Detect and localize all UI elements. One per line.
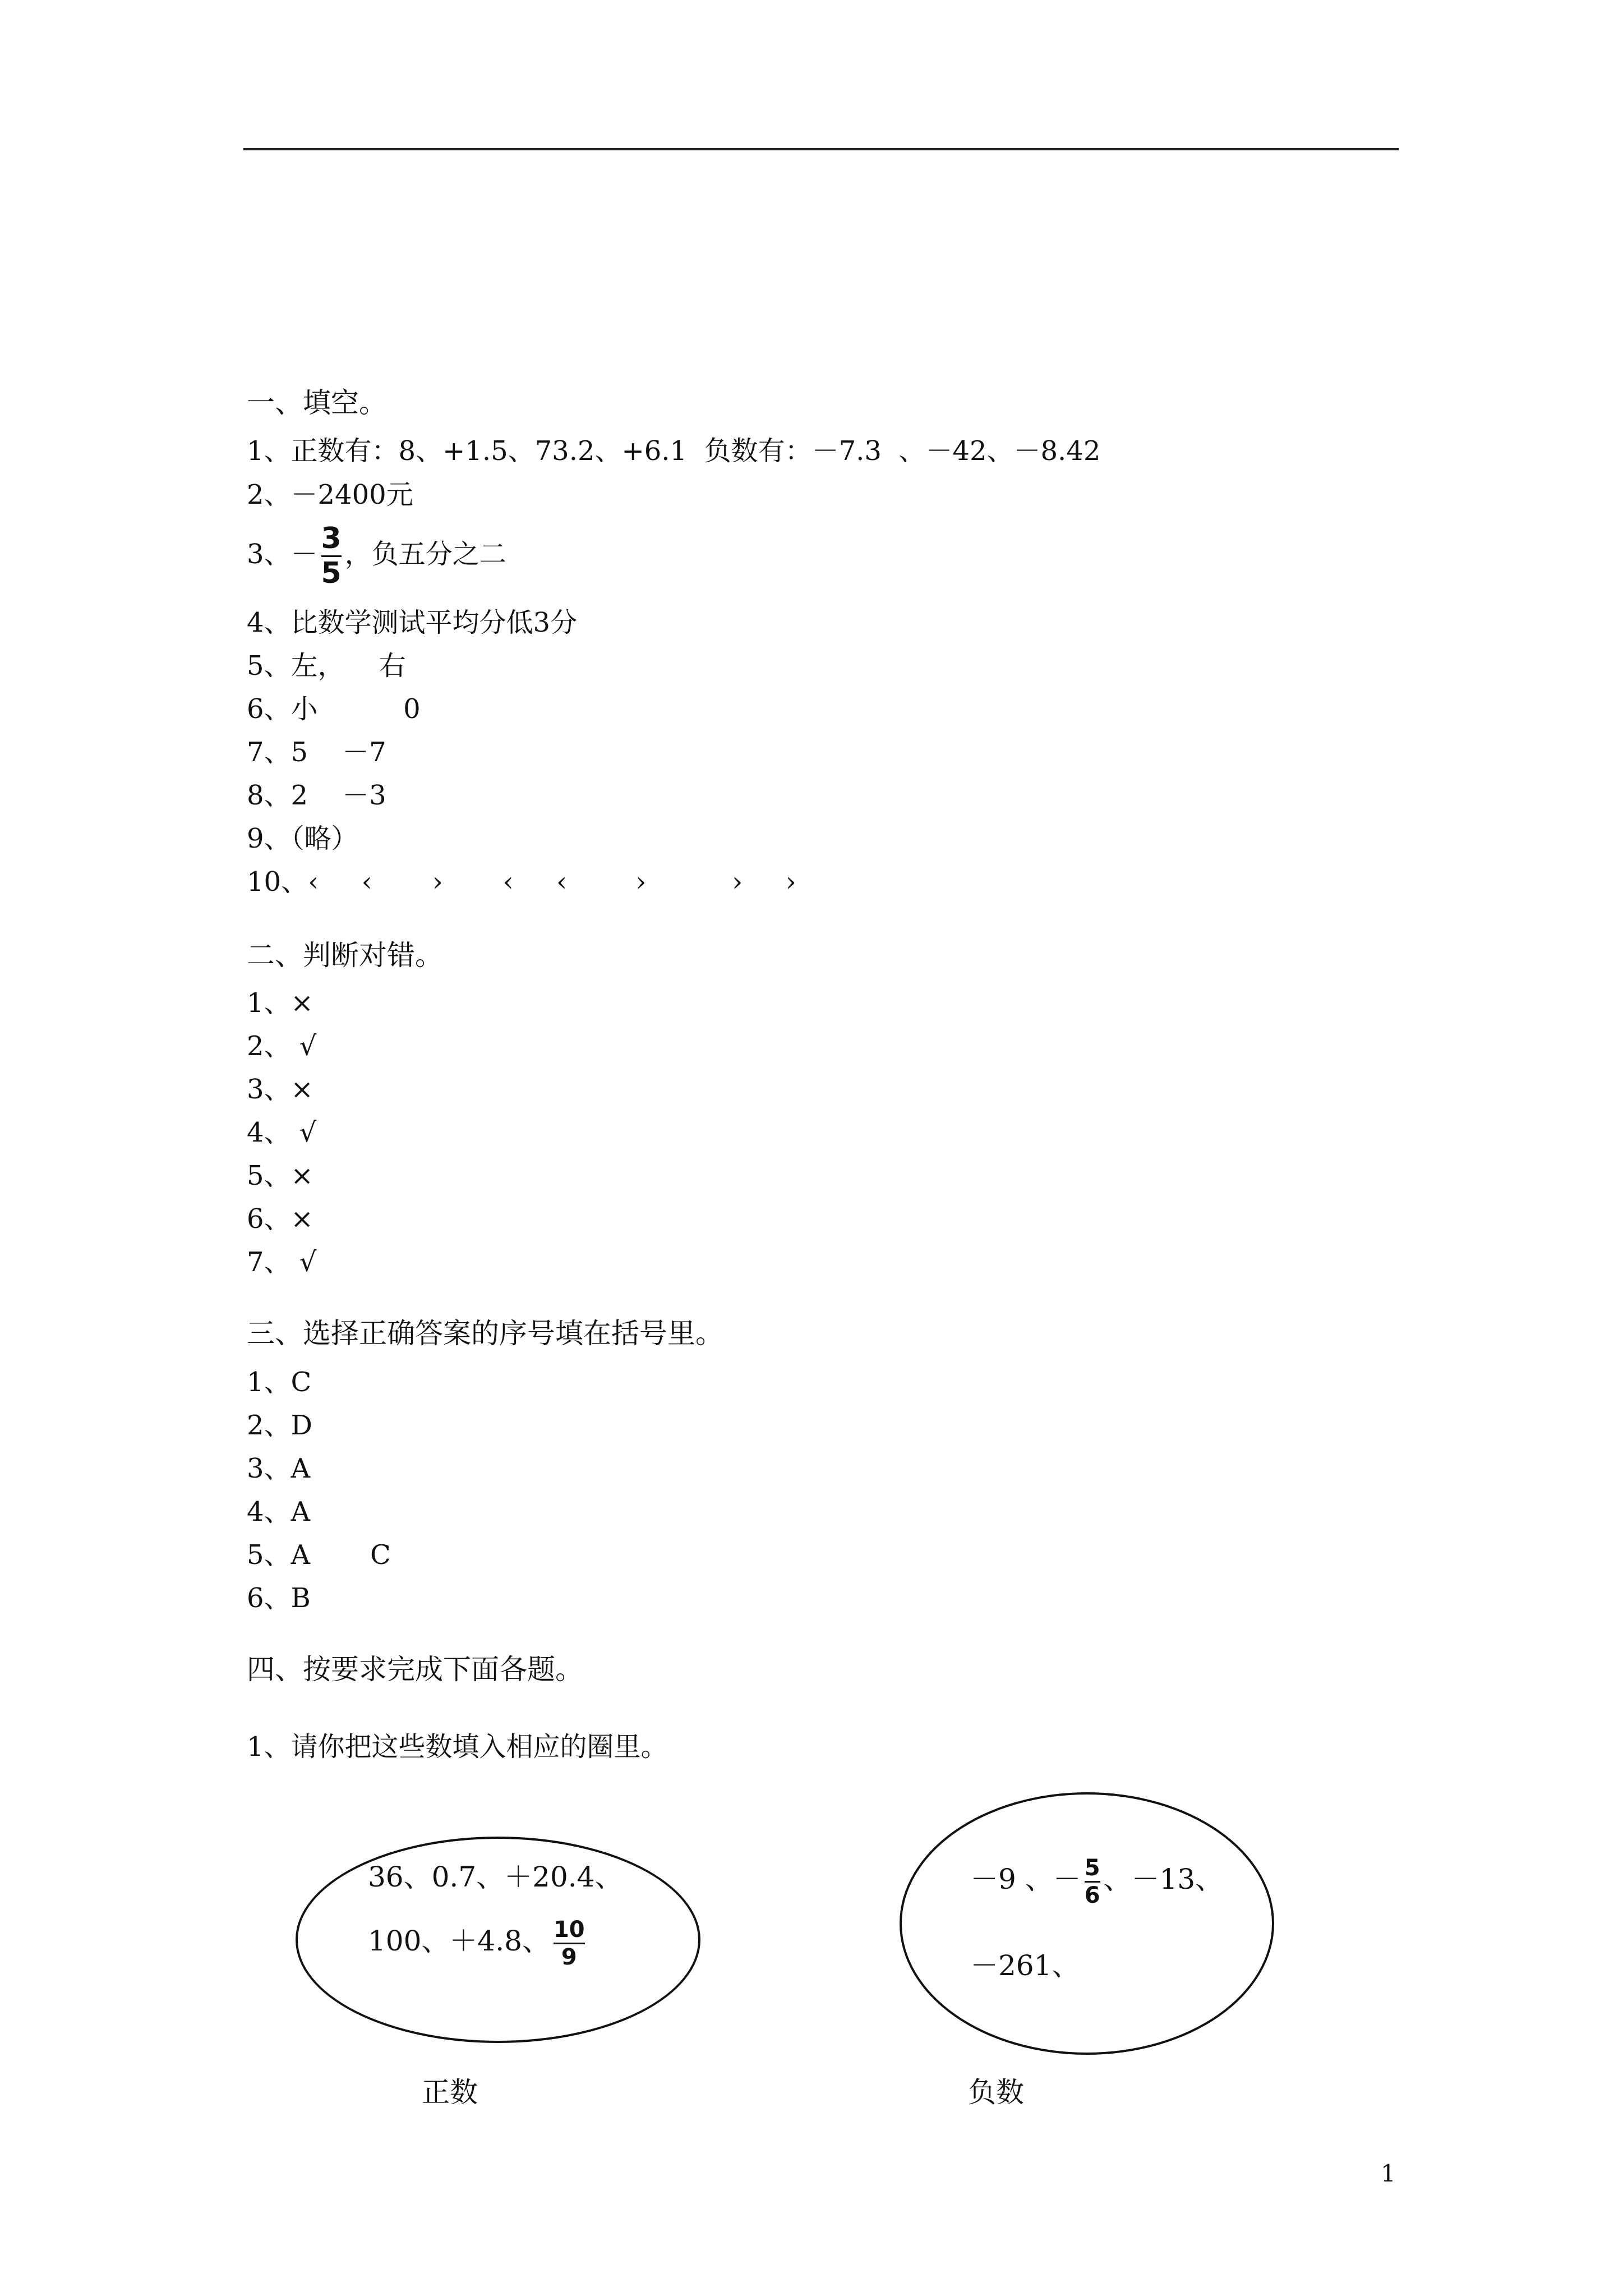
answer-1-3-prefix: 3、－ — [247, 539, 318, 570]
answer-1-4: 4、比数学测试平均分低3分 — [247, 607, 578, 638]
answer-2-5: 5、× — [247, 1160, 313, 1191]
fraction-numerator: 3 — [321, 522, 342, 556]
answer-2-2: 2、 √ — [247, 1030, 317, 1062]
answer-2-1: 1、× — [247, 987, 313, 1019]
fraction-numerator: 5 — [1084, 1855, 1100, 1881]
section2-title: 二、判断对错。 — [247, 939, 443, 972]
positive-numbers-line2 — [368, 1913, 588, 1969]
section1-title: 一、填空。 — [247, 386, 387, 419]
answer-3-1: 1、C — [247, 1366, 312, 1398]
section3-title: 三、选择正确答案的序号填在括号里。 — [247, 1317, 723, 1350]
answer-4-1-prompt: 1、请你把这些数填入相应的圈里。 — [247, 1731, 668, 1763]
negative-numbers-line1 — [970, 1851, 1223, 1907]
answer-2-4: 4、 √ — [247, 1117, 317, 1148]
positive-numbers-line1: 36、0.7、＋20.4、 — [368, 1861, 623, 1893]
page-number: 1 — [1381, 2160, 1396, 2187]
negative-numbers-line2: －261、 — [970, 1949, 1080, 1982]
section4-title: 四、按要求完成下面各题。 — [247, 1653, 583, 1686]
fraction-three-fifths — [321, 523, 342, 588]
answer-1-10: 10、‹ ‹ › ‹ ‹ › › › — [247, 866, 796, 898]
fraction-ten-ninths — [554, 1918, 585, 1969]
positive-numbers-label: 正数 — [422, 2076, 478, 2109]
positive-numbers-line2-text: 100、＋4.8、 — [368, 1925, 550, 1957]
answer-3-6: 6、B — [247, 1582, 311, 1614]
answer-3-2: 2、D — [247, 1410, 313, 1441]
answer-3-5: 5、A C — [247, 1539, 391, 1571]
answer-2-7: 7、 √ — [247, 1246, 317, 1278]
fraction-denominator: 9 — [561, 1944, 577, 1970]
answer-1-2: 2、－2400元 — [247, 479, 413, 510]
fraction-numerator: 10 — [553, 1916, 585, 1943]
negative-numbers-line1-b: 、－13、 — [1103, 1863, 1224, 1895]
answer-1-3-suffix: ，负五分之二 — [344, 539, 506, 570]
answer-2-6: 6、× — [247, 1203, 313, 1235]
negative-numbers-ellipse — [900, 1792, 1274, 2055]
answer-1-3 — [247, 515, 506, 593]
fraction-denominator: 5 — [321, 556, 342, 590]
answer-1-6: 6、小 0 — [247, 693, 421, 725]
answer-3-3: 3、A — [247, 1453, 311, 1484]
negative-numbers-label: 负数 — [968, 2076, 1024, 2109]
answer-3-4: 4、A — [247, 1496, 311, 1527]
fraction-five-sixths — [1085, 1856, 1100, 1907]
answer-2-3: 3、× — [247, 1074, 313, 1105]
answer-1-5: 5、左， 右 — [247, 650, 406, 682]
fraction-denominator: 6 — [1084, 1882, 1100, 1908]
negative-numbers-line1-a: －9 、－ — [970, 1863, 1081, 1895]
answer-1-1: 1、正数有：8、+1.5、73.2、+6.1 负数有：－7.3 、－42、－8.42 — [247, 435, 1101, 467]
answer-1-7: 7、5 －7 — [247, 737, 386, 768]
answer-1-8: 8、2 －3 — [247, 780, 386, 811]
header-rule — [243, 148, 1399, 150]
answer-1-9: 9、（略） — [247, 823, 358, 854]
